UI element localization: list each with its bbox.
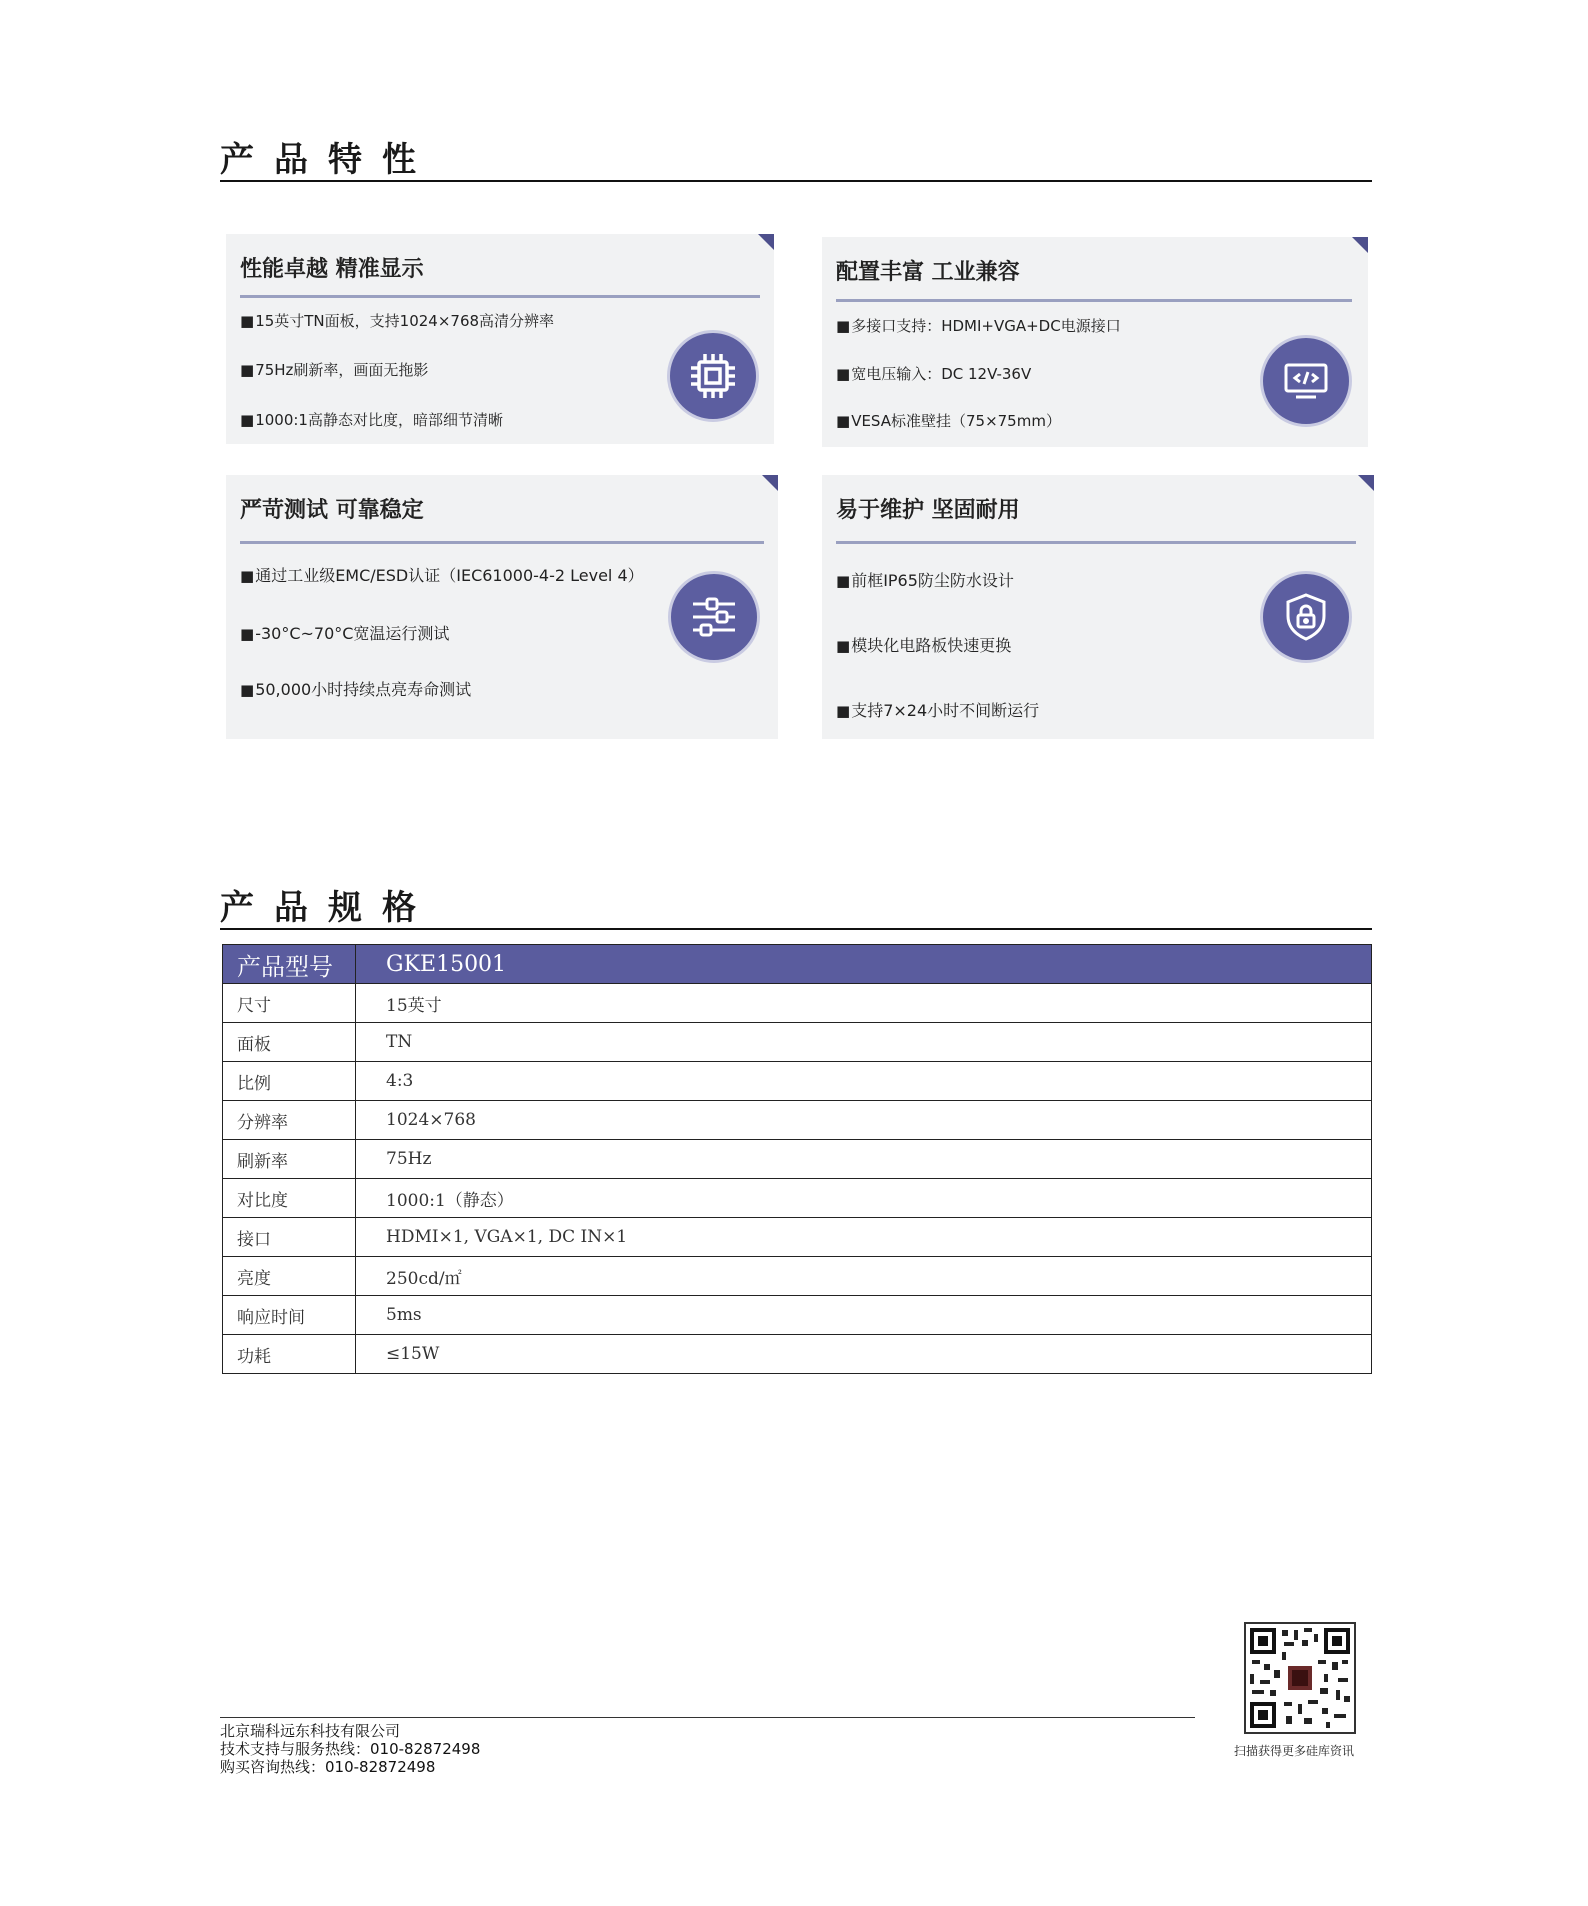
feature-card-reliability: [226, 475, 778, 739]
spec-value: 75Hz: [356, 1140, 1372, 1179]
sliders-icon: [668, 571, 760, 663]
feature-bullet: ■ 前框IP65防尘防水设计: [836, 568, 1014, 591]
table-row: [223, 1335, 1372, 1374]
spec-key: 产品型号: [223, 945, 356, 984]
feature-bullet: ■ 75Hz刷新率，画面无拖影: [240, 359, 428, 380]
sales-hotline: 购买咨询热线：010-82872498: [220, 1758, 436, 1776]
table-row: [223, 1062, 1372, 1101]
chip-icon: [667, 330, 759, 422]
spec-key: 亮度: [223, 1257, 356, 1296]
specs-section-title: 产品规格: [220, 888, 1372, 930]
card-corner-mark: [758, 234, 774, 250]
footer-divider: [220, 1717, 1195, 1718]
card-divider: [836, 299, 1352, 302]
card-corner-mark: [762, 475, 778, 491]
feature-card-configuration: [822, 237, 1368, 447]
qr-caption: 扫描获得更多硅库资讯: [1234, 1744, 1355, 1758]
table-row: [223, 984, 1372, 1023]
company-name: 北京瑞科远东科技有限公司: [220, 1722, 401, 1740]
spec-key: 响应时间: [223, 1296, 356, 1335]
table-row: [223, 1296, 1372, 1335]
spec-value: 4:3: [356, 1062, 1372, 1101]
spec-value: 15英寸: [356, 984, 1372, 1023]
feature-card-performance: [226, 234, 774, 444]
spec-key: 刷新率: [223, 1140, 356, 1179]
monitor-code-icon: [1260, 335, 1352, 427]
card-corner-mark: [1358, 475, 1374, 491]
table-row: [223, 1257, 1372, 1296]
spec-value: HDMI×1, VGA×1, DC IN×1: [356, 1218, 1372, 1257]
features-section-title: 产品特性: [220, 140, 1372, 182]
feature-bullet: ■ 模块化电路板快速更换: [836, 633, 1011, 656]
feature-bullet: ■ 15英寸TN面板，支持1024×768高清分辨率: [240, 310, 554, 331]
spec-value: ≤15W: [356, 1335, 1372, 1374]
spec-key: 尺寸: [223, 984, 356, 1023]
table-row: [223, 1101, 1372, 1140]
card-divider: [240, 541, 764, 544]
feature-card-title: 易于维护 坚固耐用: [836, 498, 1020, 523]
spec-value: 1000:1（静态）: [356, 1179, 1372, 1218]
feature-card-title: 性能卓越 精准显示: [240, 257, 424, 282]
qr-code: [1244, 1622, 1356, 1734]
spec-value: TN: [356, 1023, 1372, 1062]
table-row: [223, 1179, 1372, 1218]
table-row: [223, 1218, 1372, 1257]
card-divider: [836, 541, 1356, 544]
spec-value: 1024×768: [356, 1101, 1372, 1140]
feature-bullet: ■ -30°C~70°C宽温运行测试: [240, 621, 449, 644]
support-hotline: 技术支持与服务热线：010-82872498: [220, 1740, 481, 1758]
feature-bullet: ■ 50,000小时持续点亮寿命测试: [240, 677, 471, 700]
feature-bullet: ■ 宽电压输入：DC 12V-36V: [836, 363, 1031, 384]
table-row: [223, 1023, 1372, 1062]
spec-value: GKE15001: [356, 945, 1372, 984]
spec-key: 接口: [223, 1218, 356, 1257]
shield-lock-icon: [1260, 571, 1352, 663]
table-row: [223, 1140, 1372, 1179]
feature-bullet: ■ 支持7×24小时不间断运行: [836, 698, 1039, 721]
spec-key: 分辨率: [223, 1101, 356, 1140]
spec-value: 5ms: [356, 1296, 1372, 1335]
card-divider: [240, 295, 760, 298]
feature-card-maintenance: [822, 475, 1374, 739]
feature-bullet: ■ VESA标准壁挂（75×75mm）: [836, 410, 1061, 431]
feature-bullet: ■ 1000:1高静态对比度，暗部细节清晰: [240, 409, 503, 430]
spec-value: 250cd/㎡: [356, 1257, 1372, 1296]
spec-key: 对比度: [223, 1179, 356, 1218]
spec-table: [222, 944, 1372, 1374]
feature-bullet: ■ 通过工业级EMC/ESD认证（IEC61000-4-2 Level 4）: [240, 563, 644, 586]
feature-card-title: 严苛测试 可靠稳定: [240, 498, 424, 523]
card-corner-mark: [1352, 237, 1368, 253]
feature-bullet: ■ 多接口支持：HDMI+VGA+DC电源接口: [836, 315, 1121, 336]
spec-header-row: [223, 945, 1372, 984]
spec-key: 比例: [223, 1062, 356, 1101]
spec-key: 面板: [223, 1023, 356, 1062]
spec-key: 功耗: [223, 1335, 356, 1374]
feature-card-title: 配置丰富 工业兼容: [836, 260, 1020, 285]
